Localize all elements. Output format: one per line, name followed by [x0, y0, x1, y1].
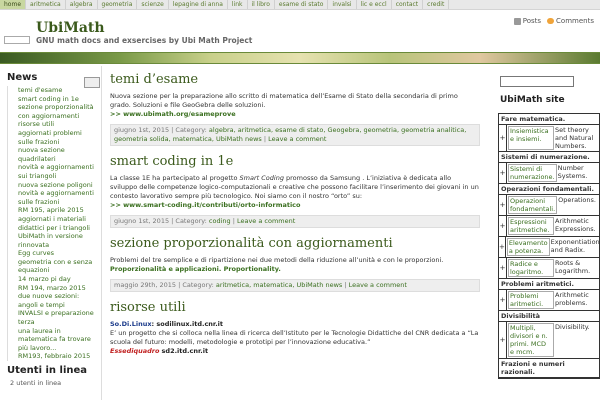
resource-url[interactable]: sd2.itd.cnr.it [161, 347, 209, 355]
news-item[interactable]: sezione proporzionalità con aggiornamenti [18, 103, 94, 120]
tree-link-english[interactable]: Operations. [558, 196, 596, 204]
tree-row [499, 163, 599, 184]
news-item[interactable]: temi d'esame [18, 86, 63, 94]
tree-row [499, 125, 599, 152]
tree-link-english[interactable]: Divisibility. [555, 323, 590, 331]
nav-item-il-libro[interactable]: il libro [248, 0, 275, 9]
news-item[interactable]: aggiornati i materiali didattici per i triangoli [18, 214, 90, 232]
post-link[interactable]: >> www.smart-coding.it/contributi/orto-informatico [110, 201, 301, 209]
news-item[interactable]: geometria con e senza equazioni [18, 257, 93, 275]
news-item[interactable]: RM 194, marzo 2015 [18, 283, 86, 292]
news-item[interactable]: risorse utili [18, 120, 55, 129]
nav-item-invalsi[interactable]: invalsi [328, 0, 356, 9]
tree-section-title[interactable]: Divisibilità [499, 311, 599, 322]
nav-item-scienze[interactable]: scienze [137, 0, 168, 9]
ubimath-site-title: UbiMath site [500, 95, 565, 105]
tree-link-italian[interactable]: Espressioni aritmetiche. [508, 217, 554, 235]
nav-item-lic-e-eccl[interactable]: lic e eccl [357, 0, 392, 9]
expand-icon[interactable]: + [499, 195, 507, 215]
tree-row [499, 195, 599, 216]
news-item[interactable]: Egg curves [18, 249, 55, 258]
news-item[interactable]: RM193, febbraio 2015 [18, 352, 91, 361]
tree-link-english[interactable]: Roots & Logarithm. [555, 259, 591, 275]
resource-description: E’ un progetto che si colloca nella linea di ricerca dell’Istituto per le Tecnologie Didattiche del CNR dedicata a “La scuola del futuro: modelli, metodologie e prototipi per l’innovazione educativa.” [110, 329, 479, 346]
tree-link-english[interactable]: Exponentiation and Radix. [550, 238, 600, 254]
tree-row [499, 322, 599, 359]
post-date: giugno 1st, 2015 | Category: [114, 217, 207, 225]
tree-link-italian[interactable]: Elevamento a potenza. [508, 239, 548, 255]
tree-link-italian[interactable]: Problemi aritmetici. [508, 291, 554, 309]
post-date: maggio 29th, 2015 | Category: [114, 281, 214, 289]
comments-feed-label: Comments [556, 17, 594, 25]
online-users-count: 2 utenti in linea [10, 379, 62, 387]
post-text-emphasis: Smart Coding [239, 174, 284, 182]
post-categories[interactable]: coding [208, 217, 231, 225]
tree-link-english[interactable]: Arithmetic Expressions. [555, 217, 596, 233]
nav-item-home[interactable]: home [0, 0, 26, 9]
header-search-input[interactable] [4, 36, 30, 44]
tree-row-content [507, 258, 599, 278]
news-item[interactable]: aggiornati problemi sulle frazioni [18, 128, 82, 146]
leave-comment-link[interactable]: Leave a comment [236, 217, 296, 225]
post-body [110, 174, 480, 210]
post-temi-esame [110, 72, 480, 146]
post-text: Nuova sezione per la preparazione allo scritto di matematica dell’Esame di Stato della secondaria di primo grado. Soluzioni e file GeoGebra delle soluzioni. [110, 92, 458, 109]
tree-link-english[interactable]: Number Systems. [557, 164, 588, 180]
news-item[interactable]: smart coding in 1e [18, 94, 79, 103]
nav-item-aritmetica[interactable]: aritmetica [26, 0, 66, 9]
news-item[interactable]: 14 marzo pi day [18, 275, 71, 284]
main-content [104, 66, 486, 400]
post-meta: giugno 1st, 2015 | Category: algebra, aritmetica, esame di stato, Geogebra, geometria, geometria analitica, geometria solida, matematica, UbiMath news | Leave a comment [110, 124, 480, 146]
feed-links [514, 17, 594, 25]
tree-link-italian[interactable]: Operazioni fondamentali. [510, 197, 556, 213]
post-risorse-utili [110, 300, 480, 356]
expand-icon[interactable]: + [499, 216, 507, 236]
comments-feed-link[interactable] [547, 17, 594, 25]
nav-item-geometria[interactable]: geometria [98, 0, 138, 9]
resource-name[interactable]: Essediquadro [110, 347, 160, 355]
tree-section-title[interactable]: Fare matematica. [499, 114, 599, 125]
post-title[interactable]: temi d’esame [110, 72, 199, 87]
post-title[interactable]: smart coding in 1e [110, 154, 234, 169]
post-proporzionalita [110, 236, 480, 292]
site-tree [498, 113, 600, 379]
tree-row [499, 258, 599, 279]
tree-section-title[interactable]: Frazioni e numeri razionali. [499, 359, 599, 378]
online-users-title: Utenti in linea [7, 365, 88, 376]
post-meta: giugno 1st, 2015 | Category: coding | Leave a comment [110, 215, 480, 228]
news-item[interactable]: INVALSI e preparazione terza [18, 309, 94, 327]
nav-item-algebra[interactable]: algebra [66, 0, 98, 9]
post-body [110, 320, 480, 356]
tree-section-title[interactable]: Problemi aritmetici. [499, 279, 599, 290]
post-body [110, 92, 480, 119]
news-list [7, 86, 97, 361]
nav-item-esame-di-stato[interactable]: esame di stato [275, 0, 329, 9]
expand-icon[interactable]: + [499, 322, 507, 358]
site-title[interactable]: UbiMath [36, 20, 105, 36]
post-categories[interactable]: aritmetica, matematica, UbiMath news [215, 281, 343, 289]
post-link[interactable]: Proporzionalità e applicazioni. Proportionality. [110, 265, 281, 273]
left-sidebar [0, 66, 102, 400]
post-body [110, 256, 480, 274]
comment-icon [547, 18, 554, 24]
news-item[interactable]: novità e aggiornamenti sulle frazioni [18, 189, 94, 206]
news-item[interactable]: due nuove sezioni: angoli e tempi [18, 292, 80, 309]
tree-row [499, 290, 599, 311]
post-meta: maggio 29th, 2015 | Category: aritmetica, matematica, UbiMath news | Leave a comment [110, 279, 480, 292]
tree-row-content [507, 216, 599, 236]
expand-icon[interactable]: + [499, 258, 507, 278]
top-navigation [0, 0, 600, 10]
tree-row [499, 237, 599, 258]
header-banner-image [0, 52, 600, 64]
tree-row-content [506, 237, 600, 257]
tree-row-content [507, 290, 599, 310]
expand-icon[interactable]: + [499, 237, 506, 257]
posts-feed-link[interactable] [514, 17, 541, 25]
expand-icon[interactable]: + [499, 125, 507, 151]
post-title[interactable]: sezione proporzionalità con aggiornamenti [110, 236, 393, 251]
news-item[interactable]: UbiMath in versione rinnovata [18, 232, 83, 249]
news-item[interactable]: RM 195, aprile 2015 [18, 206, 84, 215]
news-item[interactable]: nuova sezione quadrilateri [18, 146, 65, 163]
tree-section-title[interactable]: Operazioni fondamentali. [499, 184, 599, 195]
post-text: La classe 1E ha partecipato al progetto [110, 174, 238, 182]
news-item[interactable]: novità e aggiornamenti sui triangoli [18, 163, 94, 180]
site-header [0, 10, 600, 52]
post-categories[interactable]: algebra, aritmetica, esame di stato, Geogebra, geometria, geometria analitica, geometria solida, matematica, UbiMath news [114, 126, 467, 143]
tree-link-italian[interactable]: Multipli, divisori e n. primi. MCD e mcm. [508, 323, 554, 357]
post-smart-coding [110, 154, 480, 228]
nav-item-lepagine-di-anna[interactable]: lepagine di anna [169, 0, 228, 9]
tree-row-content [507, 163, 599, 183]
sidebar-search-input[interactable] [500, 76, 574, 87]
tree-link-italian[interactable]: Radice e logaritmo. [508, 259, 554, 277]
nav-item-contact[interactable]: contact [392, 0, 423, 9]
expand-icon[interactable]: + [499, 163, 507, 183]
rss-icon [514, 18, 521, 25]
site-description: GNU math docs and exsercises by Ubi Math Project [36, 36, 253, 45]
resource-url[interactable]: : sodilinux.itd.cnr.it [151, 320, 224, 328]
tree-link-english[interactable]: Arithmetic problems. [555, 291, 589, 307]
leave-comment-link[interactable]: Leave a comment [348, 281, 407, 289]
post-text: Problemi del tre semplice e di ripartizione nei due metodi della riduzione all’unità e con le proporzioni. [110, 256, 444, 264]
tree-link-italian[interactable]: Insiemistica e insiemi. [508, 126, 554, 150]
expand-icon[interactable]: + [499, 290, 507, 310]
posts-feed-label: Posts [522, 17, 542, 25]
tree-section-title[interactable]: Sistemi di numerazione. [499, 152, 599, 163]
nav-item-credit[interactable]: credit [423, 0, 449, 9]
resource-name[interactable]: So.Di.Linux [110, 320, 152, 328]
tree-row [499, 216, 599, 237]
post-title[interactable]: risorse utili [110, 300, 186, 315]
news-item[interactable]: una laurea in matematica fa trovare più lavoro... [18, 326, 91, 352]
right-sidebar [494, 66, 600, 400]
tree-link-italian[interactable]: Sistemi di numerazione. [510, 165, 555, 181]
tree-row-content [507, 125, 599, 151]
post-date: giugno 1st, 2015 | Category: [114, 126, 207, 134]
nav-item-link[interactable]: link [228, 0, 248, 9]
tree-row-content [507, 195, 599, 215]
leave-comment-link[interactable]: Leave a comment [268, 135, 327, 143]
search-button[interactable] [84, 77, 100, 88]
post-text: promosso da Samsung . L’iniziativa è dedicata allo sviluppo delle competenze logico-computazionali e creative che possono facilitare l’inserimento dei giovani in un contesto lavorativo sempre più tecnologico. Noi siamo con il nostro “orto” su: [110, 174, 479, 200]
news-item[interactable]: nuova sezione poligoni [18, 180, 93, 189]
post-link[interactable]: >> www.ubimath.org/esameprove [110, 110, 236, 118]
tree-link-english[interactable]: Set theory and Natural Numbers. [555, 126, 594, 150]
tree-row-content [507, 322, 599, 358]
news-widget-title: News [7, 72, 38, 83]
